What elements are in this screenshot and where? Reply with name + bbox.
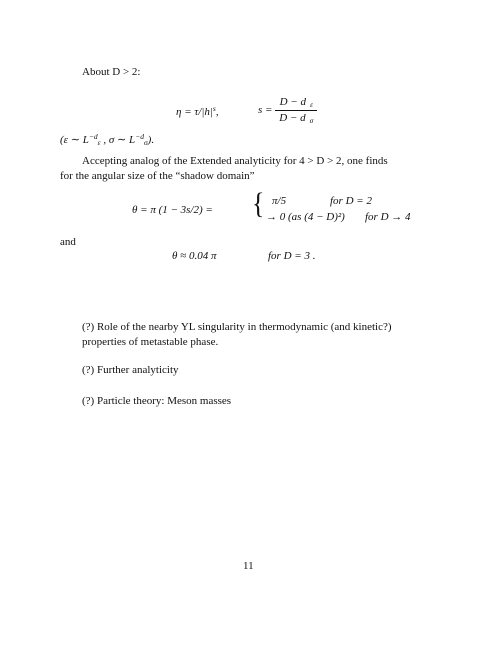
equation-s: s = $\frac{D - d _\varepsilon}{D - d _\sigma}$ xyxy=(258,96,317,125)
definition-line: (ε ∼ $L^{-d}_\varepsilon$ , σ ∼ $L^{-d}_\sigma$). xyxy=(60,132,155,147)
case1-value: π/5 xyxy=(272,195,287,207)
intro-text: About D > 2: xyxy=(82,66,141,78)
s-fraction: $\frac{D - d _\varepsilon}{D - d _\sigma}$ xyxy=(275,96,317,125)
equation-theta-lhs: θ = π (1 − 3s/2) = xyxy=(132,204,213,216)
intro-line xyxy=(82,66,140,79)
case2-condition: for D → 4 xyxy=(365,211,411,223)
list-item-continuation: properties of metastable phase. xyxy=(82,336,219,348)
case2-note: (as (4 − D)²) xyxy=(288,211,345,223)
equation-theta-approx: θ ≈ 0.04 π xyxy=(172,250,217,262)
list-item: (?) Role of the nearby YL singularity in thermodynamic (and kinetic?) xyxy=(82,321,392,333)
case2-value: → 0 xyxy=(266,211,286,223)
equation-eta: $\eta = \tau/|h|^s$, xyxy=(176,104,219,118)
list-item: (?) Further analyticity xyxy=(82,364,179,376)
page-number: 11 xyxy=(243,560,254,572)
paragraph-line-2: for the angular size of the “shadow domain” xyxy=(60,170,255,182)
equation-theta-condition: for D = 3 . xyxy=(268,250,316,262)
and-word: and xyxy=(60,236,76,248)
cases-brace: { xyxy=(252,186,265,221)
paragraph-line-1: Accepting analog of the Extended analyticity for 4 > D > 2, one finds xyxy=(82,155,388,167)
case1-condition: for D = 2 xyxy=(330,195,372,207)
list-item: (?) Particle theory: Meson masses xyxy=(82,395,232,407)
